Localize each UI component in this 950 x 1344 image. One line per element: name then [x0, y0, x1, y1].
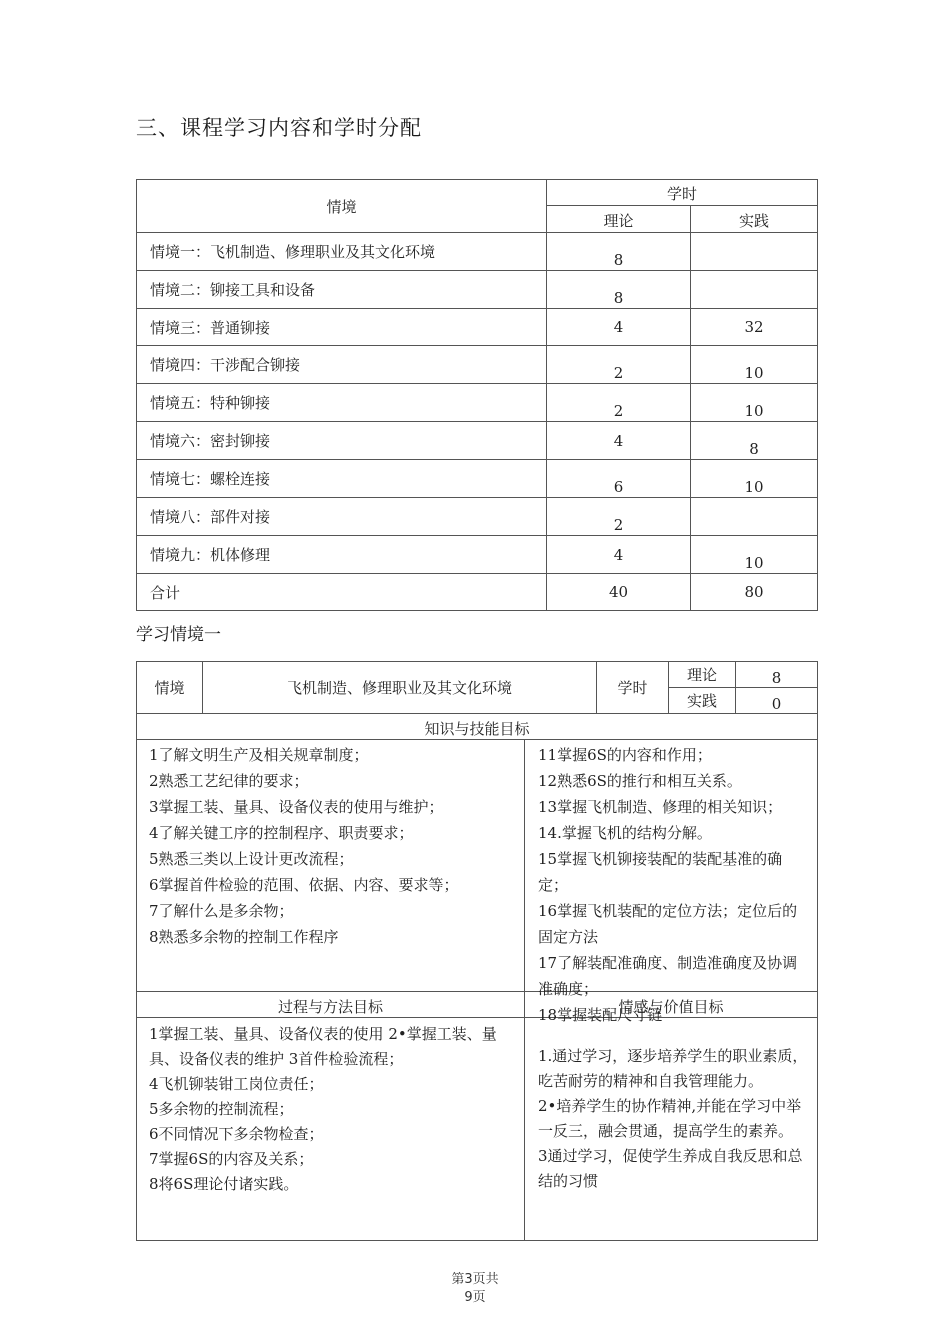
emotion-list	[525, 1018, 817, 1240]
label-context: 情境	[137, 662, 203, 714]
list-item: 5多余物的控制流程；	[149, 1100, 294, 1118]
knowledge-header: 知识与技能目标	[137, 714, 818, 740]
list-item: 7了解什么是多余物；	[149, 902, 294, 920]
list-item: 4了解关键工序的控制程序、职责要求；	[149, 824, 414, 842]
total-practice: 80	[691, 574, 818, 611]
table-row	[137, 271, 818, 309]
section-heading: 三、课程学习内容和学时分配	[136, 116, 422, 140]
list-item: 6不同情况下多余物检查；	[149, 1125, 324, 1143]
row-theory: 4	[547, 422, 691, 460]
row-practice	[691, 271, 818, 309]
row-practice	[691, 233, 818, 271]
row-practice: 10	[691, 346, 818, 384]
list-item: 18掌握装配尺寸链	[538, 1006, 663, 1024]
list-item: 3通过学习，促使学生养成自我反思和总结的习惯	[538, 1147, 803, 1190]
list-item: 1掌握工装、量具、设备仪表的使用 2•掌握工装、量具、设备仪表的维护 3首件检验流程；	[149, 1025, 497, 1068]
total-row	[137, 574, 818, 611]
header-context: 情境	[137, 180, 547, 233]
practice-value: 0	[736, 688, 818, 714]
table-row	[137, 346, 818, 384]
process-list	[137, 1018, 524, 1218]
label-hours: 学时	[597, 662, 669, 714]
knowledge-left-cell	[137, 740, 525, 992]
header-hours: 学时	[547, 180, 818, 206]
list-item: 7掌握6S的内容及关系；	[149, 1150, 314, 1168]
list-item: 11掌握6S的内容和作用；	[538, 746, 712, 764]
context-name: 飞机制造、修理职业及其文化环境	[203, 662, 597, 714]
row-theory: 8	[547, 271, 691, 309]
list-item: 4飞机铆装钳工岗位责任；	[149, 1075, 324, 1093]
label-theory: 理论	[669, 662, 736, 688]
row-practice: 10	[691, 384, 818, 422]
row-name: 情境四：干涉配合铆接	[137, 346, 547, 384]
list-item: 1.通过学习，逐步培养学生的职业素质，吃苦耐劳的精神和自我管理能力。	[538, 1047, 808, 1090]
process-header: 过程与方法目标	[137, 992, 525, 1018]
table-row	[137, 309, 818, 346]
table-row	[137, 536, 818, 574]
row-theory: 2	[547, 384, 691, 422]
table-row	[137, 460, 818, 498]
hours-allocation-table	[136, 179, 818, 611]
total-theory: 40	[547, 574, 691, 611]
row-practice: 8	[691, 422, 818, 460]
label-practice: 实践	[669, 688, 736, 714]
list-item: 2熟悉工艺纪律的要求；	[149, 772, 309, 790]
list-item: 15掌握飞机铆接装配的装配基准的确定；	[538, 850, 783, 894]
list-item: 14.掌握飞机的结构分解。	[538, 824, 712, 842]
emotion-header: 情感与价值目标	[525, 992, 818, 1018]
process-cell	[137, 1018, 525, 1241]
list-item: 16掌握飞机装配的定位方法；定位后的固定方法	[538, 902, 798, 946]
row-name: 情境一：飞机制造、修理职业及其文化环境	[137, 233, 547, 271]
row-name: 情境五：特种铆接	[137, 384, 547, 422]
row-practice	[691, 498, 818, 536]
theory-value: 8	[736, 662, 818, 688]
knowledge-left-list	[137, 740, 524, 991]
table-row	[137, 384, 818, 422]
emotion-cell	[525, 1018, 818, 1241]
row-theory: 2	[547, 346, 691, 384]
row-name: 情境七：螺栓连接	[137, 460, 547, 498]
list-item: 8将6S理论付诸实践。	[149, 1175, 299, 1193]
row-theory: 8	[547, 233, 691, 271]
list-item: 5熟悉三类以上设计更改流程；	[149, 850, 354, 868]
list-item: 6掌握首件检验的范围、依据、内容、要求等；	[149, 876, 459, 894]
header-practice: 实践	[691, 206, 818, 233]
list-item: 12熟悉6S的推行和相互关系。	[538, 772, 742, 790]
list-item: 17了解装配准确度、制造准确度及协调准确度；	[538, 954, 798, 998]
list-item: 2•培养学生的协作精神,并能在学习中举一反三，融会贯通，提高学生的素养。	[538, 1097, 802, 1140]
header-theory: 理论	[547, 206, 691, 233]
learning-context-title: 学习情境一	[136, 625, 221, 645]
row-theory: 4	[547, 309, 691, 346]
table-row	[137, 422, 818, 460]
list-item: 8熟悉多余物的控制工作程序	[149, 928, 339, 946]
row-practice: 10	[691, 536, 818, 574]
page-number-line2: 9页	[464, 1290, 486, 1305]
row-theory: 4	[547, 536, 691, 574]
row-theory: 6	[547, 460, 691, 498]
row-practice: 10	[691, 460, 818, 498]
table-row	[137, 498, 818, 536]
list-item: 3掌握工装、量具、设备仪表的使用与维护；	[149, 798, 444, 816]
row-name: 情境三：普通铆接	[137, 309, 547, 346]
row-name: 情境二：铆接工具和设备	[137, 271, 547, 309]
row-name: 情境八：部件对接	[137, 498, 547, 536]
list-item: 13掌握飞机制造、修理的相关知识；	[538, 798, 783, 816]
row-name: 情境六：密封铆接	[137, 422, 547, 460]
row-theory: 2	[547, 498, 691, 536]
list-item: 1了解文明生产及相关规章制度；	[149, 746, 369, 764]
total-label: 合计	[137, 574, 547, 611]
page-number-line1: 第3页共	[451, 1272, 499, 1287]
row-name: 情境九：机体修理	[137, 536, 547, 574]
learning-context-table	[136, 661, 818, 1241]
table-row	[137, 233, 818, 271]
row-practice: 32	[691, 309, 818, 346]
